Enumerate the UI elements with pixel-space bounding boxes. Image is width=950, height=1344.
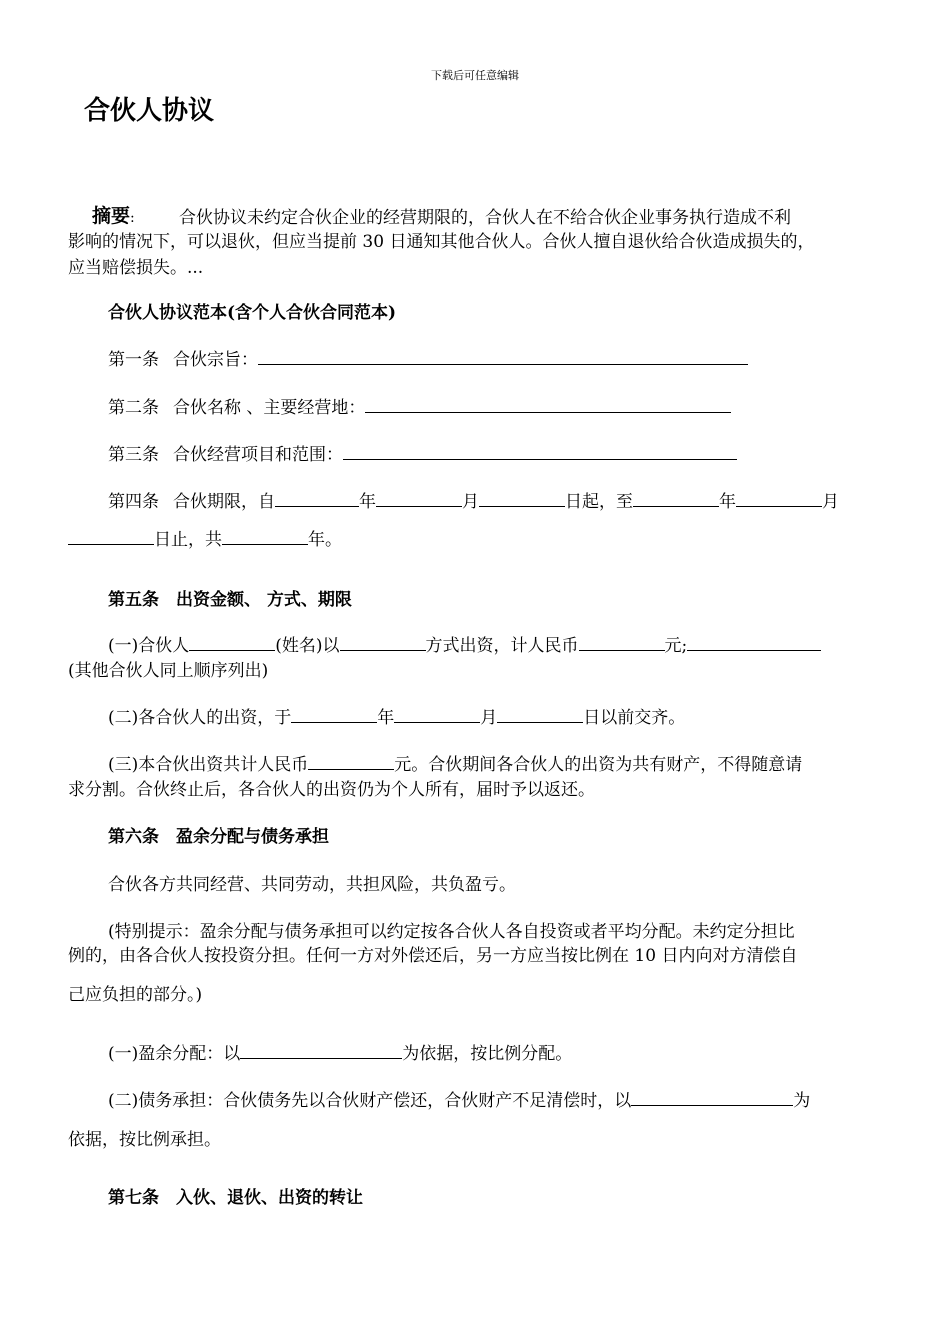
blank-field[interactable] [222, 528, 308, 545]
abstract-line-1: 合伙协议未约定合伙企业的经营期限的，合伙人在不给合伙企业事务执行造成不利 [179, 208, 791, 228]
template-heading: 合伙人协议范本(含个人合伙合同范本) [108, 303, 397, 323]
special-note-line-1: (特别提示：盈余分配与债务承担可以约定按各合伙人各自投资或者平均分配。未约定分担比 [108, 922, 795, 942]
blank-field[interactable] [275, 490, 359, 507]
article-5-item-1: (一)合伙人 (姓名)以 方式出资，计人民币 元; [108, 634, 821, 658]
blank-field[interactable] [687, 634, 821, 651]
article-6-paragraph-1: 合伙各方共同经营、共同劳动，共担风险，共负盈亏。 [108, 875, 516, 895]
blank-field[interactable] [394, 706, 480, 723]
article-6-item-2: (二)债务承担：合伙债务先以合伙财产偿还，合伙财产不足清偿时，以 为 [108, 1091, 811, 1111]
article-4-line-2: 日止，共 年。 [68, 528, 342, 552]
blank-field[interactable] [291, 706, 377, 723]
article-1: 第一条 合伙宗旨： [108, 348, 748, 372]
blank-field[interactable] [633, 490, 719, 507]
blank-field[interactable] [365, 396, 731, 413]
blank-field[interactable] [240, 1042, 402, 1059]
blank-field[interactable] [343, 443, 737, 460]
blank-field[interactable] [579, 634, 665, 651]
blank-field[interactable] [479, 490, 565, 507]
article-6-heading: 第六条 盈余分配与债务承担 [108, 827, 329, 847]
blank-field[interactable] [376, 490, 462, 507]
article-6-item-2-line-2: 依据，按比例承担。 [68, 1130, 221, 1150]
article-5-item-3: (三)本合伙出资共计人民币 元。合伙期间各合伙人的出资为共有财产，不得随意请 [108, 755, 803, 775]
blank-field[interactable] [340, 634, 426, 651]
blank-field[interactable] [68, 528, 154, 545]
special-note-line-3: 己应负担的部分。) [68, 985, 203, 1005]
blank-field[interactable] [308, 753, 394, 770]
special-note-line-2: 例的，由各合伙人按投资分担。任何一方对外偿还后，另一方应当按比例在 10 日内向对方清偿自 [68, 946, 798, 966]
blank-field[interactable] [736, 490, 822, 507]
article-7-heading: 第七条 入伙、退伙、出资的转让 [108, 1188, 363, 1208]
blank-field[interactable] [631, 1089, 793, 1106]
article-6-item-1: (一)盈余分配：以 为依据，按比例分配。 [108, 1044, 573, 1064]
article-2: 第二条 合伙名称 、主要经营地： [108, 396, 731, 420]
article-4-line-1: 第四条 合伙期限，自 年 月 日起，至 年 月 [108, 492, 839, 512]
abstract-label-row: 摘要: [92, 205, 135, 227]
article-5-heading: 第五条 出资金额、 方式、期限 [108, 590, 352, 610]
article-5-item-3-line-2: 求分割。合伙终止后，各合伙人的出资仍为个人所有，届时予以返还。 [68, 780, 595, 800]
abstract-line-3: 应当赔偿损失。... [68, 258, 204, 278]
document-title: 合伙人协议 [84, 96, 215, 126]
abstract-line-2: 影响的情况下，可以退伙，但应当提前 30 日通知其他合伙人。合伙人擅自退伙给合伙造成损失的， [68, 232, 815, 252]
article-5-item-2: (二)各合伙人的出资，于 年 月 日以前交齐。 [108, 708, 686, 728]
article-5-item-1-line-2: (其他合伙人同上顺序列出) [68, 661, 269, 681]
abstract-label: 摘要 [92, 205, 131, 227]
blank-field[interactable] [189, 634, 275, 651]
blank-field[interactable] [497, 706, 583, 723]
header-note: 下载后可任意编辑 [431, 69, 519, 82]
article-3: 第三条 合伙经营项目和范围： [108, 443, 737, 467]
blank-field[interactable] [258, 348, 748, 365]
